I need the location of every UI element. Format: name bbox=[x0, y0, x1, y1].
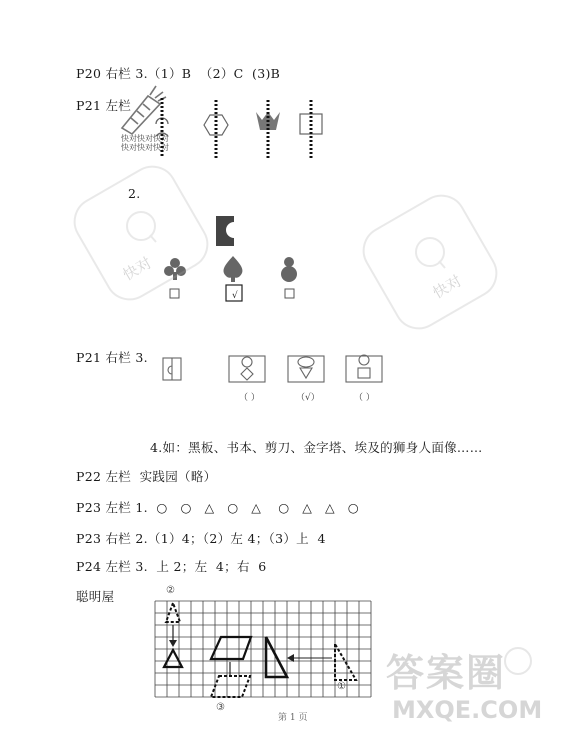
p21-right-line: P21 右栏 3. bbox=[76, 350, 148, 365]
symmetry-figure-4 bbox=[300, 100, 322, 160]
watermark-site-url: MXQE.COM bbox=[392, 696, 543, 724]
check-mark: √ bbox=[232, 291, 238, 301]
item-4-line: 4.如：黑板、书本、剪刀、金字塔、埃及的狮身人面像…… bbox=[150, 440, 483, 455]
checkbox-club bbox=[170, 289, 179, 298]
parallelogram-solid bbox=[211, 637, 251, 659]
p22-left-line: P22 左栏 实践园（略） bbox=[76, 469, 217, 484]
grid-label-3: ③ bbox=[216, 702, 225, 713]
choice-mark-3: （ ） bbox=[354, 393, 375, 403]
half-shape-icon bbox=[216, 216, 234, 246]
spade-icon bbox=[224, 256, 243, 282]
p20-right-line: P20 右栏 3.（1）B （2）C (3)B bbox=[76, 66, 281, 81]
stamp-text-2: 快对快对快对 bbox=[121, 143, 169, 152]
p23-left-line: P23 左栏 1. ○ ○ △ ○ △ ○ △ △ ○ bbox=[76, 500, 359, 515]
folded-paper-figure bbox=[163, 358, 181, 380]
watermark-brand-left: 快对 bbox=[119, 253, 155, 285]
watermark-logo-right bbox=[355, 187, 505, 337]
symmetry-figure-2 bbox=[204, 100, 228, 160]
stamp-text-1: 快对快对快对 bbox=[121, 134, 169, 143]
option-figure-1 bbox=[229, 356, 265, 382]
carrot-icon bbox=[122, 86, 166, 134]
arrow-down-head bbox=[169, 640, 177, 647]
watermark-site-logo bbox=[505, 648, 531, 674]
gourd-icon bbox=[281, 257, 297, 282]
option-figure-2 bbox=[288, 356, 324, 382]
right-triangle-dashed bbox=[335, 644, 356, 680]
choice-mark-2: （√） bbox=[296, 393, 320, 403]
p21-left-line: P21 左栏 bbox=[76, 98, 132, 113]
page-number: 第 1 页 bbox=[278, 713, 308, 723]
watermark-brand-right: 快对 bbox=[429, 271, 465, 303]
smart-house-heading: 聪明屋 bbox=[76, 589, 115, 604]
grid-label-2: ② bbox=[166, 585, 175, 596]
right-triangle-solid bbox=[266, 637, 287, 677]
option-figure-3 bbox=[346, 355, 382, 382]
parallelogram-dashed bbox=[211, 676, 250, 697]
watermark-logo-left bbox=[66, 158, 216, 308]
watermark-site-main: 答案圈 bbox=[386, 651, 507, 695]
choice-mark-1: （ ） bbox=[239, 393, 260, 403]
symmetry-figure-3 bbox=[256, 100, 280, 160]
checkbox-gourd bbox=[285, 289, 294, 298]
dashed-triangle-top bbox=[166, 603, 180, 622]
p23-right-line: P23 右栏 2.（1）4；（2）左 4；（3）上 4 bbox=[76, 531, 326, 546]
item-2-label: 2. bbox=[128, 186, 141, 201]
grid-label-1: ① bbox=[337, 681, 346, 692]
p24-left-line: P24 左栏 3. 上 2；左 4；右 6 bbox=[76, 559, 267, 574]
checkbox-spade bbox=[226, 285, 242, 301]
